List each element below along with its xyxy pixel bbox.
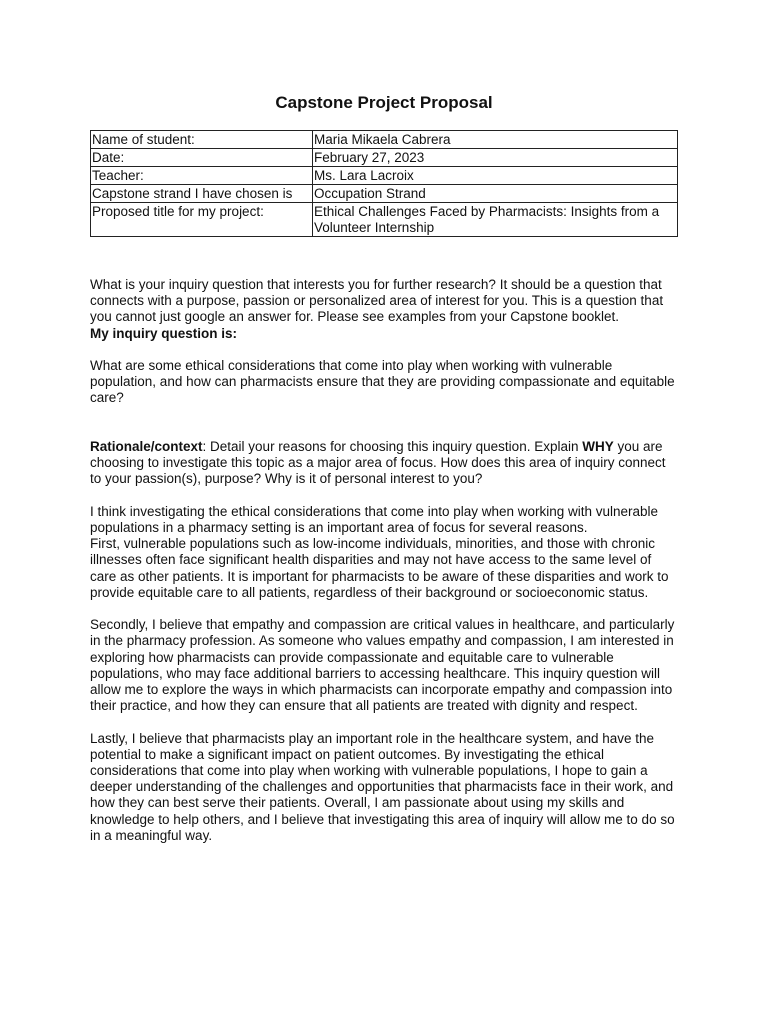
table-cell-label: Proposed title for my project: (91, 203, 313, 237)
document-body (90, 277, 680, 844)
table-cell-value: Ethical Challenges Faced by Pharmacists: Insights from a Volunteer Internship (313, 203, 678, 237)
rationale-paragraph-1a: I think investigating the ethical considerations that come into play when working with vulnerable populations in a pharmacy setting is an important area of focus for several reasons. (90, 503, 659, 535)
table-row (91, 131, 678, 149)
inquiry-heading (90, 326, 680, 342)
table-cell-value: Ms. Lara Lacroix (313, 167, 678, 185)
table-row (91, 203, 678, 237)
student-info-table (90, 130, 678, 237)
table-cell-label: Name of student: (91, 131, 313, 149)
inquiry-prompt: What is your inquiry question that interests you for further research? It should be a question that connects with a purpose, passion or personalized area of interest for you. This is a question that you cannot just google an answer for. Please see examples from your Capstone booklet. (90, 277, 664, 325)
page-title: Capstone Project Proposal (275, 93, 493, 112)
table-row (91, 167, 678, 185)
rationale-label: Rationale/context (90, 439, 203, 454)
rationale-prompt-part2: you are choosing to investigate this topic as a major area of focus. How does this area of inquiry connect to your passion(s), purpose? Why is it of personal interest to you? (90, 439, 666, 487)
inquiry-heading-text: My inquiry question is: (90, 325, 238, 341)
rationale-paragraph-3: Lastly, I believe that pharmacists play an important role in the healthcare system, and have the potential to make a significant impact on patient outcomes. By investigating the ethical considerations that come into play when working with vulnerable populations, I hope to gain a deeper understanding of the challenges and opportunities that pharmacists face in their work, and how they can best serve their patients. Overall, I am passionate about using my skills and knowledge to help others, and I believe that investigating this area of inquiry will allow me to do so in a meaningful way. (90, 730, 675, 843)
rationale-prompt (90, 439, 680, 488)
table-cell-label: Teacher: (91, 167, 313, 185)
rationale-paragraph-1b: First, vulnerable populations such as low-income individuals, minorities, and those with chronic illnesses often face significant health disparities and may not have access to the same level of care as other patients. It is important for pharmacists to be aware of these disparities and work to provide equitable care to all patients, regardless of their background or socioeconomic status. (90, 536, 669, 600)
table-row (91, 185, 678, 203)
rationale-prompt-part1: : Detail your reasons for choosing this inquiry question. Explain (202, 439, 583, 454)
table-cell-value: Maria Mikaela Cabrera (313, 131, 678, 149)
rationale-prompt-emphasis: WHY (582, 439, 614, 454)
inquiry-answer: What are some ethical considerations that come into play when working with vulnerable population, and how can pharmacists ensure that they are providing compassionate and equitable care? (90, 358, 675, 406)
table-cell-value: February 27, 2023 (313, 149, 678, 167)
rationale-paragraph-2: Secondly, I believe that empathy and compassion are critical values in healthcare, and particularly in the pharmacy profession. As someone who values empathy and compassion, I am interested in exploring how pharmacists can provide compassionate and equitable care to vulnerable populations, who may face additional barriers to accessing healthcare. This inquiry question will allow me to explore the ways in which pharmacists can incorporate empathy and compassion into their practice, and how they can ensure that all patients are treated with dignity and respect. (90, 617, 675, 714)
table-cell-label: Capstone strand I have chosen is (91, 185, 313, 203)
table-cell-label: Date: (91, 149, 313, 167)
table-row (91, 149, 678, 167)
table-cell-value: Occupation Strand (313, 185, 678, 203)
